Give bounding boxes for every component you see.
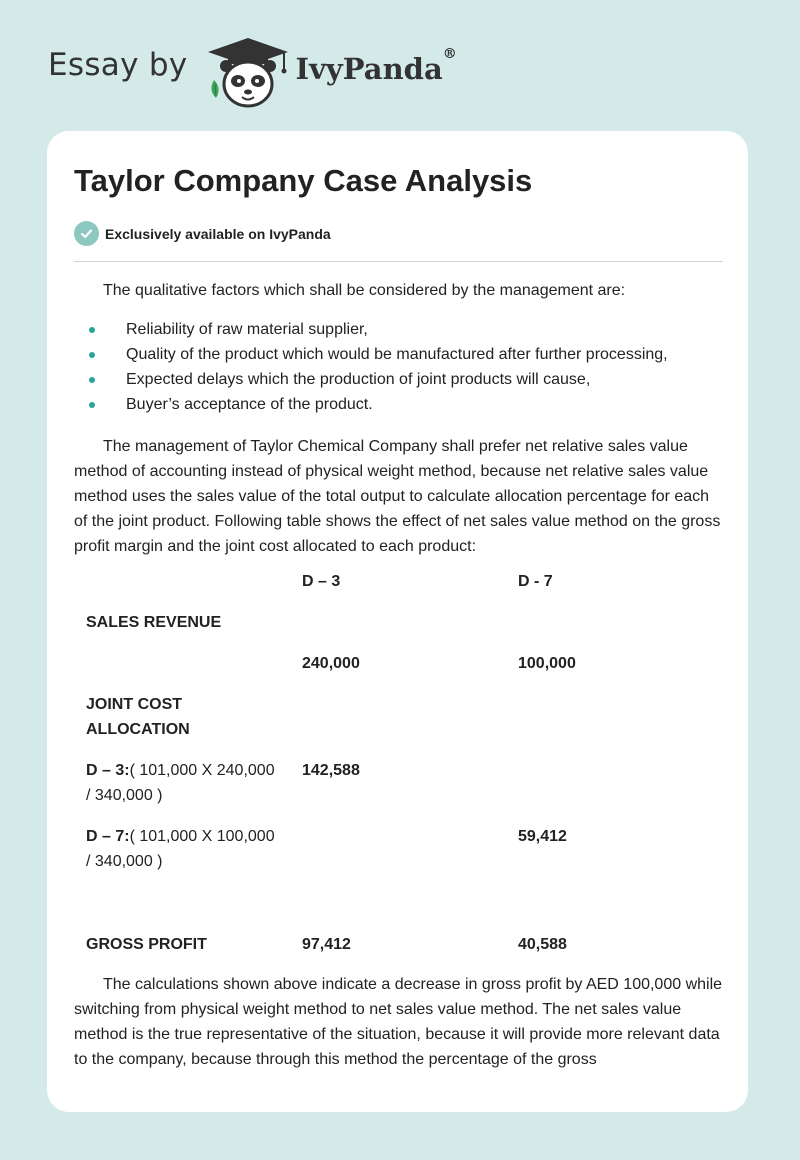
document-card (47, 131, 748, 1112)
check-icon (74, 221, 99, 246)
sales-d3-value: 240,000 (302, 655, 360, 672)
table-row (74, 569, 723, 594)
bullet-icon (89, 377, 95, 383)
sales-revenue-label: SALES REVENUE (86, 614, 222, 631)
column-header-d3: D – 3 (302, 573, 341, 590)
table-row (74, 824, 723, 874)
sales-d7-value: 100,000 (518, 655, 576, 672)
d3-allocation-value: 142,588 (302, 762, 360, 779)
essay-content (74, 278, 723, 1072)
table-row (74, 932, 723, 957)
table-row (74, 610, 723, 635)
bullet-icon (89, 402, 95, 408)
list-item: Expected delays which the production of joint products will cause, (74, 367, 723, 392)
d3-allocation-label: D – 3:( 101,000 X 240,000 / 340,000 ) (86, 762, 275, 804)
divider (74, 261, 723, 262)
list-item: Buyer’s acceptance of the product. (74, 392, 723, 417)
list-item: Reliability of raw material supplier, (74, 317, 723, 342)
table-row (74, 758, 723, 808)
bullet-icon (89, 327, 95, 333)
list-item: Quality of the product which would be manufactured after further processing, (74, 342, 723, 367)
bullet-icon (89, 352, 95, 358)
panda-logo-icon (206, 36, 290, 110)
gross-profit-d7-value: 40,588 (518, 936, 567, 953)
gross-profit-label: GROSS PROFIT (86, 936, 207, 953)
table-row (74, 692, 723, 742)
method-paragraph: The management of Taylor Chemical Company shall prefer net relative sales value method of accounting instead of physical weight method, because net relative sales value method uses the sales value of the total output to calculate allocation percentage for each of the joint product. Following table shows the effect of net sales value method on the gross profit margin and the joint cost allocated to each product: (74, 438, 721, 555)
table-row (74, 651, 723, 676)
intro-paragraph: The qualitative factors which shall be considered by the management are: (103, 282, 626, 299)
factor-list (74, 317, 723, 417)
brand-name: IvyPanda® (295, 46, 457, 86)
conclusion-paragraph: The calculations shown above indicate a decrease in gross profit by AED 100,000 while switching from physical weight method to net sales value method. The net sales value method is the true representative of the situation, because it will provide more relevant data to the company, because through this method the percentage of the gross (74, 976, 723, 1068)
d7-allocation-label: D – 7:( 101,000 X 100,000 / 340,000 ) (86, 828, 275, 870)
exclusive-badge (74, 221, 331, 246)
gross-profit-d3-value: 97,412 (302, 936, 351, 953)
d7-allocation-value: 59,412 (518, 828, 567, 845)
brand-header (48, 36, 457, 110)
joint-cost-label: JOINT COST ALLOCATION (86, 696, 190, 738)
brand-prefix: Essay by (48, 47, 188, 83)
column-header-d7: D - 7 (518, 573, 553, 590)
allocation-table (74, 569, 723, 957)
badge-label: Exclusively available on IvyPanda (105, 225, 331, 242)
page-title: Taylor Company Case Analysis (74, 163, 533, 198)
